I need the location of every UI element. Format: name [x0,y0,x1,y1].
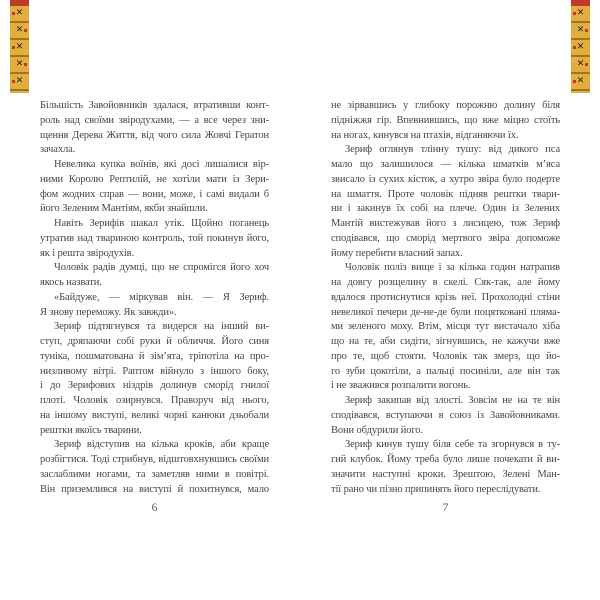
page-right [331,99,560,514]
text-line: Чоловік поліз вище і за кілька годин натрапив [345,262,560,274]
ornament-cross-icon: ✕ [15,8,24,18]
text-line: Навіть Зерифів шакал утік. Щойно поганець [54,218,269,229]
ornament-cross-icon: ✕ [15,59,24,69]
page-left-text [40,99,269,497]
ornament-red-dot [24,29,27,32]
ornament-red-dot [573,46,576,49]
text-line: утратив над твариною контроль, той покинув його, [40,232,269,244]
text-line: якось назвати. [40,277,102,288]
text-line: щення Дерева Життя, від чого сила Жовчі Гератон [40,129,269,141]
ornament-red-dot [12,46,15,49]
text-line: сподівався, що сморід мертвого звіра допоможе [331,232,560,244]
ornament-red-dot [573,12,576,15]
ornament-cross-icon: ✕ [576,25,585,35]
ornament-cell [10,57,29,72]
text-line: на шмаття. Проте чоловік підняв рештки твари- [331,188,560,200]
text-line: Вони обдурили його. [331,424,423,436]
ornament-border-left [10,0,29,93]
text-line: сподівався, вступаючи в союз із Завойовниками. [331,409,560,421]
ornament-red-dot [24,63,27,66]
ornament-red-dot [12,12,15,15]
ornament-cell [10,6,29,21]
ornament-red-dot [585,63,588,66]
text-line: Він приземлився на виступі й похитнувся, мало [40,483,269,495]
text-line: ми зеленого моху. Втім, місця тут вистачало хіба [331,321,560,333]
text-line: його Зеленим Мантіям, якби знайшли. [40,203,208,215]
text-line: Мантій вистежував його з лисицею, тож Зериф [331,218,560,229]
ornament-cross-icon: ✕ [15,25,24,35]
text-line: не зірвавшись у глибоку порожню долину біля [331,100,560,111]
text-line: заслаблими ногами, та заметляв ними в повітрі. [40,468,269,480]
ornament-cell [571,6,590,21]
ornament-cell [10,74,29,89]
text-line: го зуби цокотіли, а пальці посиніли, але він так [331,365,560,377]
text-line: Зериф відступив на кілька кроків, аби краще [54,439,269,451]
ornament-divider [571,89,590,91]
text-line: Зериф закипав від злості. Зовсім не на те він [345,395,560,406]
text-line: Чоловік радів думці, що не спромігся його хоч [54,262,269,274]
text-line: про те, щоб стояти. Чоловік так змерз, що йо- [331,350,560,362]
text-line: Зериф підтягнувся та видерся на інший ви- [54,321,269,333]
ornament-cross-icon: ✕ [576,42,585,52]
page-right-text [331,99,560,497]
text-line: низливому вітрі. Раптом війнуло з іншого боку, [40,365,269,377]
text-line: Невелика купка воїнів, які досі лишалися вір- [54,159,269,170]
text-line: ними Королю Рептилій, не хотіли мати із Зери- [40,173,269,185]
text-line: Більшість Завойовників здалася, втративши конт- [40,100,269,111]
ornament-cross-icon: ✕ [576,76,585,86]
text-line: вдалося протиснутися крізь неї. Прохолодні стіни [331,291,560,303]
ornament-cell [571,74,590,89]
text-line: рештки якоїсь тварини. [40,424,142,436]
text-line: плоті. Чоловік озирнувся. Праворуч від нього, [40,395,269,406]
text-line: розбігтися. Тоді стрибнув, відштовхнувшись своїми [40,454,269,465]
text-line: фом жодних справ — вони, може, і самі видали б [40,188,269,200]
ornament-cell [571,57,590,72]
ornament-cross-icon: ✕ [576,59,585,69]
text-line: Зериф кинув тушу біля себе та згорнувся в ту- [345,439,560,451]
ornament-red-dot [12,80,15,83]
ornament-cell [571,23,590,38]
text-line: і не зважився розпалити вогонь. [331,380,471,392]
page-left [40,99,269,514]
ornament-cell [10,40,29,55]
text-line: зачахла. [40,144,76,156]
page-number-left: 6 [151,502,158,515]
ornament-red-dot [573,80,576,83]
text-line: і до Зерифових ніздрів долинув сморід гнилої [40,380,269,392]
text-line: роль над своїми звіродухами, — а все через зни- [40,114,269,126]
text-line: на довгу розщелину в скелі. Сяк-так, але йому [331,277,560,288]
text-line: на ногах, кинувся на птахів, відганяючи їх. [331,129,519,141]
text-line: туніка, пошматована й зімʼята, тріпотіла на про- [40,350,269,362]
ornament-cross-icon: ✕ [15,42,24,52]
text-line: ни і закинув їх собі на плече. Один із Зелених [331,203,560,215]
ornament-border-right [571,0,590,93]
text-line: «Байдуже, — міркував він. — Я Зериф. [54,291,269,303]
ornament-cross-icon: ✕ [15,76,24,86]
ornament-cell [571,40,590,55]
text-line: як і решта звіродухів. [40,247,135,259]
ornament-cell [10,23,29,38]
text-line: тії рано чи пізно припинять його переслідувати. [331,483,541,495]
text-line: мало що залишилося — кілька шматків мʼяса [331,159,560,170]
text-line: що на те, аби сидіти, зігнувшись, не кажучи вже [331,336,560,347]
text-line: невеликої печери де-не-де були поцятковані пляма- [331,306,560,318]
text-line: підніжжя гір. Впевнившись, що вже міцно стоїть [331,114,560,126]
text-line: на іншому виступі, великі чорні канюки дзьобали [40,409,269,421]
ornament-cross-icon: ✕ [576,8,585,18]
ornament-red-dot [585,29,588,32]
text-line: значити наступні кроки. Зрештою, Зелені Ман- [331,468,560,480]
text-line: ступ, дряпаючи собі руки й обличчя. Його синя [40,336,269,347]
page-number-right: 7 [442,502,449,515]
text-line: йому перебити власний запах. [331,247,463,259]
text-line: Зериф оглянув тлінну тушу: від дикого пса [345,144,560,156]
text-line: звисало із сухих кісток, а хутро звіра було подерте [331,173,560,185]
text-line: гий клубок. Йому треба було лише почекати й ви- [331,454,560,465]
ornament-divider [10,89,29,91]
text-line: Я знову переможу. Як завжди». [40,306,177,318]
